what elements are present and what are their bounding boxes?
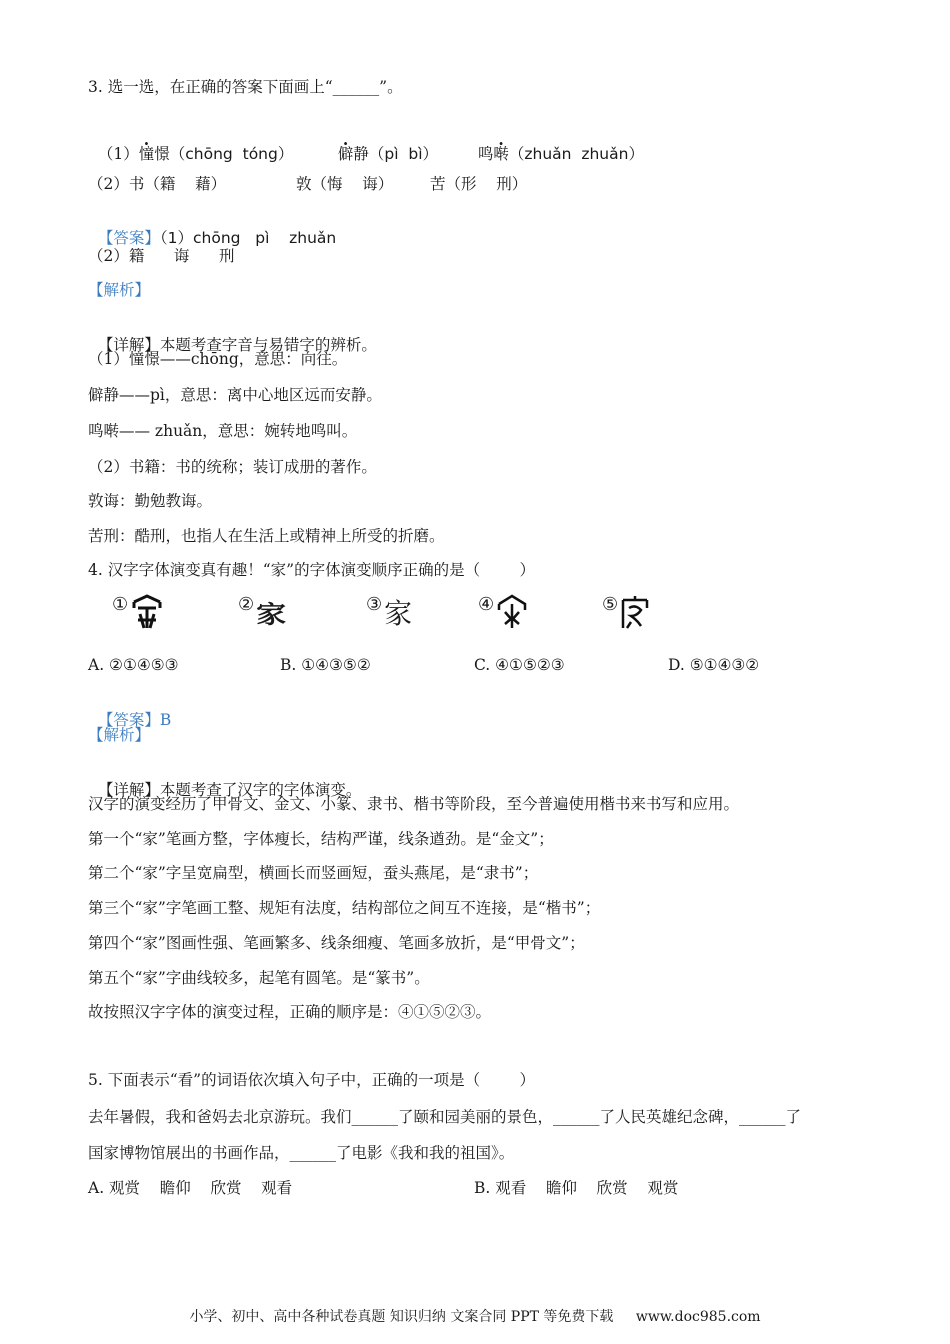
q3-item2-pinyin: （pì bì） — [368, 145, 439, 163]
footer-text: 小学、初中、高中各种试卷真题 知识归纳 文案合同 PPT 等免费下载 — [189, 1309, 614, 1325]
glyph-oracle — [478, 592, 528, 632]
glyph-number: ② — [238, 593, 255, 615]
glyph-number: ④ — [478, 593, 495, 615]
q5-option-b: B. 观看 瞻仰 欣赏 观赏 — [474, 1179, 679, 1197]
q4-detail-line: 第二个“家”字呈宽扁型，横画长而竖画短，蚕头燕尾，是“隶书”； — [88, 864, 539, 882]
q4-detail: 【详解】本题考查了汉字的字体演变。 — [97, 781, 362, 799]
q3-detail-line: 僻静——pì，意思：离中心地区远而安静。 — [88, 386, 382, 404]
q3-item3-dotted-char: 啭 — [493, 145, 509, 163]
q3-detail-line: 鸣啭—— zhuǎn，意思：婉转地鸣叫。 — [88, 422, 358, 440]
oracle-jia-glyph-icon — [496, 594, 528, 630]
q4-answer-value: B — [159, 711, 172, 729]
q5-sentence-2: 国家博物馆展出的书画作品，______了电影《我和我的祖国》。 — [88, 1144, 515, 1162]
q3-detail-line: （1）憧憬——chōng，意思：向往。 — [88, 350, 348, 368]
q3-item2-dotted-char: 僻 — [337, 145, 354, 163]
q5-sentence-1: 去年暑假，我和爸妈去北京游玩。我们______了颐和园美丽的景色，______了人民英雄纪念碑，______了 — [88, 1108, 802, 1126]
glyph-clerical — [238, 592, 286, 632]
q4-detail-line: 故按照汉字字体的演变过程，正确的顺序是：④①⑤②③。 — [88, 1003, 492, 1021]
q4-detail-line: 汉字的演变经历了甲骨文、金文、小篆、隶书、楷书等阶段，至今普遍使用楷书来书写和应用。 — [88, 795, 740, 813]
q4-option-a: A. ②①④⑤③ — [88, 656, 179, 674]
q3-item2: 僻静（pì bì） — [337, 145, 439, 163]
q4-option-b: B. ①④③⑤② — [280, 656, 371, 674]
q3-line1 — [88, 124, 293, 164]
q3-detail-line: 苦刑：酷刑，也指人在生活上或精神上所受的折磨。 — [88, 527, 445, 545]
clerical-jia-glyph: 家 — [256, 600, 287, 629]
q3-item1-pinyin: （chōng tóng） — [169, 145, 294, 163]
bronze-jia-glyph-icon — [130, 594, 164, 630]
q3-detail-line: 敦诲：勤勉教诲。 — [88, 492, 213, 510]
q3-item1-label: （1） — [97, 145, 139, 163]
glyph-bronze — [112, 592, 164, 632]
q3-line2-b: 敦（悔 诲） — [296, 175, 394, 193]
regular-jia-glyph: 家 — [384, 597, 413, 630]
glyph-number: ① — [112, 593, 129, 615]
page-footer — [0, 1306, 950, 1326]
q3-item3: 鸣啭（zhuǎn zhuǎn） — [477, 145, 644, 163]
q4-detail-line: 第五个“家”字曲线较多，起笔有圆笔。是“篆书”。 — [88, 969, 430, 987]
q3-item1-rest: 憬 — [154, 145, 170, 163]
q4-answer — [88, 690, 171, 730]
q3-detail-line: （2）书籍：书的统称；装订成册的著作。 — [88, 458, 377, 476]
q3-answer1: （1）chōng pì zhuǎn — [159, 229, 337, 247]
q4-detail-line: 第四个“家”图画性强、笔画繁多、线条细瘦、笔画多放折，是“甲骨文”； — [88, 934, 585, 952]
glyph-seal — [602, 592, 650, 632]
answer-tag: 【答案】 — [97, 229, 160, 247]
q4-detail-line: 第三个“家”字笔画工整、规矩有法度，结构部位之间互不连接，是“楷书”； — [88, 899, 601, 917]
glyph-number: ③ — [366, 593, 383, 615]
q3-answer2: （2）籍 诲 刑 — [88, 247, 235, 265]
q3-detail: 【详解】本题考查字音与易错字的辨析。 — [97, 336, 377, 354]
q3-line2-c: 苦（形 刑） — [430, 175, 528, 193]
q5-option-a: A. 观赏 瞻仰 欣赏 观看 — [88, 1179, 293, 1197]
q4-option-c: C. ④①⑤②③ — [474, 656, 565, 674]
q3-item1-dotted-char: 憧 — [138, 145, 155, 163]
answer-tag: 【答案】 — [97, 711, 160, 729]
detail-tag: 【详解】 — [97, 781, 160, 799]
q4-option-d: D. ⑤①④③② — [668, 656, 760, 674]
analysis-tag: 【解析】 — [88, 726, 151, 744]
glyph-regular — [366, 592, 412, 632]
footer-link[interactable]: www.doc985.com — [635, 1309, 761, 1325]
analysis-tag: 【解析】 — [88, 281, 151, 299]
glyph-number: ⑤ — [602, 593, 619, 615]
q3-line2-a: （2）书（籍 藉） — [88, 175, 227, 193]
q3-answer — [88, 208, 336, 248]
seal-jia-glyph-icon — [620, 594, 650, 630]
q4-detail-line: 第一个“家”笔画方整，字体瘦长，结构严谨，线条遒劲。是“金文”； — [88, 830, 554, 848]
q5-title: 5. 下面表示“看”的词语依次填入句子中，正确的一项是（ ） — [88, 1071, 535, 1089]
q3-title: 3. 选一选，在正确的答案下面画上“______”。 — [88, 78, 403, 96]
detail-tag: 【详解】 — [97, 336, 160, 354]
q3-item3-pinyin: （zhuǎn zhuǎn） — [508, 145, 644, 163]
q4-title: 4. 汉字字体演变真有趣！“家”的字体演变顺序正确的是（ ） — [88, 561, 535, 579]
